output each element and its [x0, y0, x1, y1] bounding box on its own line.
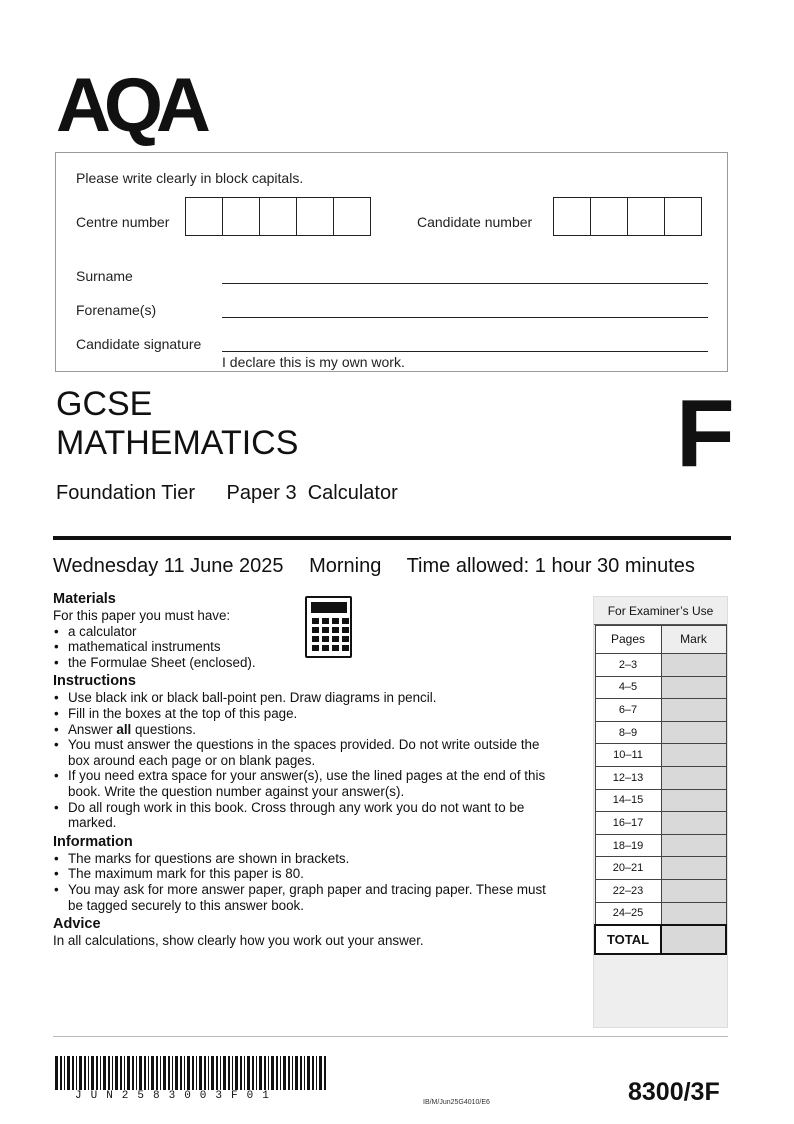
- subject-name: MATHEMATICS: [56, 424, 299, 463]
- table-row: [595, 789, 726, 812]
- examiners-use-heading: For Examiner’s Use: [594, 597, 727, 625]
- marks-grid: [594, 625, 727, 955]
- information-heading: Information: [53, 833, 133, 850]
- pages-cell: 10–11: [595, 744, 661, 767]
- mark-column-header: Mark: [661, 626, 726, 654]
- mark-cell[interactable]: [661, 812, 726, 835]
- session-info: [53, 555, 695, 578]
- mark-cell[interactable]: [661, 834, 726, 857]
- time-allowed: Time allowed: 1 hour 30 minutes: [406, 555, 695, 577]
- mark-cell[interactable]: [661, 699, 726, 722]
- pages-column-header: Pages: [595, 626, 661, 654]
- centre-number-label: Centre number: [76, 214, 170, 230]
- materials-heading: Materials: [53, 591, 116, 607]
- centre-number-box[interactable]: [259, 197, 297, 236]
- total-label: TOTAL: [595, 925, 661, 954]
- pages-cell: 20–21: [595, 857, 661, 880]
- advice-text: In all calculations, show clearly how you work out your answer.: [53, 933, 424, 949]
- table-row: [595, 654, 726, 677]
- mark-cell[interactable]: [661, 766, 726, 789]
- signature-line[interactable]: [222, 351, 708, 352]
- exam-date: Wednesday 11 June 2025: [53, 555, 284, 577]
- mark-cell[interactable]: [661, 654, 726, 677]
- candidate-number-box[interactable]: [590, 197, 628, 236]
- qualification-title: [56, 385, 298, 463]
- block-capitals-instruction: Please write clearly in block capitals.: [76, 170, 304, 186]
- centre-number-box[interactable]: [222, 197, 260, 236]
- barcode-image: [55, 1056, 330, 1090]
- table-row: [595, 699, 726, 722]
- declaration-text: I declare this is my own work.: [222, 354, 405, 370]
- table-row: [595, 676, 726, 699]
- materials-intro: For this paper you must have:: [53, 608, 231, 623]
- information-list: [53, 851, 563, 913]
- table-row: [595, 744, 726, 767]
- mark-cell[interactable]: [661, 744, 726, 767]
- forename-label: Forename(s): [76, 302, 157, 318]
- pages-cell: 16–17: [595, 812, 661, 835]
- centre-number-box[interactable]: [296, 197, 334, 236]
- list-item: • a calculator: [53, 624, 563, 640]
- forename-line[interactable]: [222, 317, 708, 318]
- signature-label: Candidate signature: [76, 336, 202, 352]
- candidate-number-boxes[interactable]: [554, 197, 702, 236]
- list-item: • Do all rough work in this book. Cross through any work you do not want to be marked.: [53, 800, 563, 831]
- heading-divider: [53, 536, 731, 540]
- list-item: • Answer all questions.: [53, 722, 563, 738]
- centre-number-box[interactable]: [185, 197, 223, 236]
- barcode-text: JUN2583003F01: [75, 1090, 278, 1102]
- exam-session: Morning: [309, 555, 382, 577]
- candidate-number-box[interactable]: [627, 197, 665, 236]
- mark-cell[interactable]: [661, 789, 726, 812]
- list-item: • The marks for questions are shown in brackets.: [53, 851, 563, 867]
- paper-name: Paper 3 Calculator: [226, 482, 398, 504]
- mark-cell[interactable]: [661, 676, 726, 699]
- footer-divider: [53, 1036, 728, 1037]
- table-row: [595, 812, 726, 835]
- pages-cell: 8–9: [595, 721, 661, 744]
- pages-cell: 6–7: [595, 699, 661, 722]
- list-item: • mathematical instruments: [53, 639, 563, 655]
- paper-code: 8300/3F: [628, 1078, 720, 1106]
- centre-number-boxes[interactable]: [186, 197, 371, 236]
- table-row: [595, 721, 726, 744]
- tier-letter: F: [676, 380, 735, 487]
- mark-cell[interactable]: [661, 721, 726, 744]
- table-row: [595, 879, 726, 902]
- list-item: • If you need extra space for your answer(s), use the lined pages at the end of this book. Write the question number against your answer(s).: [53, 768, 563, 799]
- pages-cell: 18–19: [595, 834, 661, 857]
- total-row: [595, 925, 726, 954]
- aqa-logo: AQA: [56, 63, 204, 148]
- table-row: [595, 857, 726, 880]
- document-reference: IB/M/Jun25G4010/E6: [423, 1099, 490, 1106]
- candidate-number-box[interactable]: [664, 197, 702, 236]
- mark-cell[interactable]: [661, 902, 726, 925]
- list-item: • The maximum mark for this paper is 80.: [53, 866, 563, 882]
- surname-line[interactable]: [222, 283, 708, 284]
- pages-cell: 4–5: [595, 676, 661, 699]
- instructions-heading: Instructions: [53, 673, 136, 690]
- candidate-number-label: Candidate number: [417, 214, 533, 230]
- table-row: [595, 834, 726, 857]
- table-header-row: [595, 626, 726, 654]
- list-item: • Use black ink or black ball-point pen. Draw diagrams in pencil.: [53, 690, 563, 706]
- pages-cell: 14–15: [595, 789, 661, 812]
- list-item: • the Formulae Sheet (enclosed).: [53, 655, 563, 671]
- advice-heading: Advice: [53, 916, 101, 933]
- tier-name: Foundation Tier: [56, 482, 195, 504]
- qualification-name: GCSE: [56, 385, 153, 423]
- list-item: • You must answer the questions in the spaces provided. Do not write outside the box around each page or on blank pages.: [53, 737, 563, 768]
- centre-number-box[interactable]: [333, 197, 371, 236]
- candidate-details-box: [55, 152, 728, 372]
- surname-label: Surname: [76, 268, 133, 284]
- candidate-number-box[interactable]: [553, 197, 591, 236]
- mark-cell[interactable]: [661, 857, 726, 880]
- pages-cell: 24–25: [595, 902, 661, 925]
- list-item: • Fill in the boxes at the top of this page.: [53, 706, 563, 722]
- total-mark-cell[interactable]: [661, 925, 726, 954]
- instructions-list: [53, 690, 563, 830]
- pages-cell: 12–13: [595, 766, 661, 789]
- paper-info: [56, 482, 424, 505]
- pages-cell: 22–23: [595, 879, 661, 902]
- calculator-icon: [305, 596, 352, 658]
- table-row: [595, 902, 726, 925]
- list-item: • You may ask for more answer paper, graph paper and tracing paper. These must be tagged securely to this answer book.: [53, 882, 563, 913]
- mark-cell[interactable]: [661, 879, 726, 902]
- examiners-use-table: [593, 596, 728, 1028]
- table-row: [595, 766, 726, 789]
- pages-cell: 2–3: [595, 654, 661, 677]
